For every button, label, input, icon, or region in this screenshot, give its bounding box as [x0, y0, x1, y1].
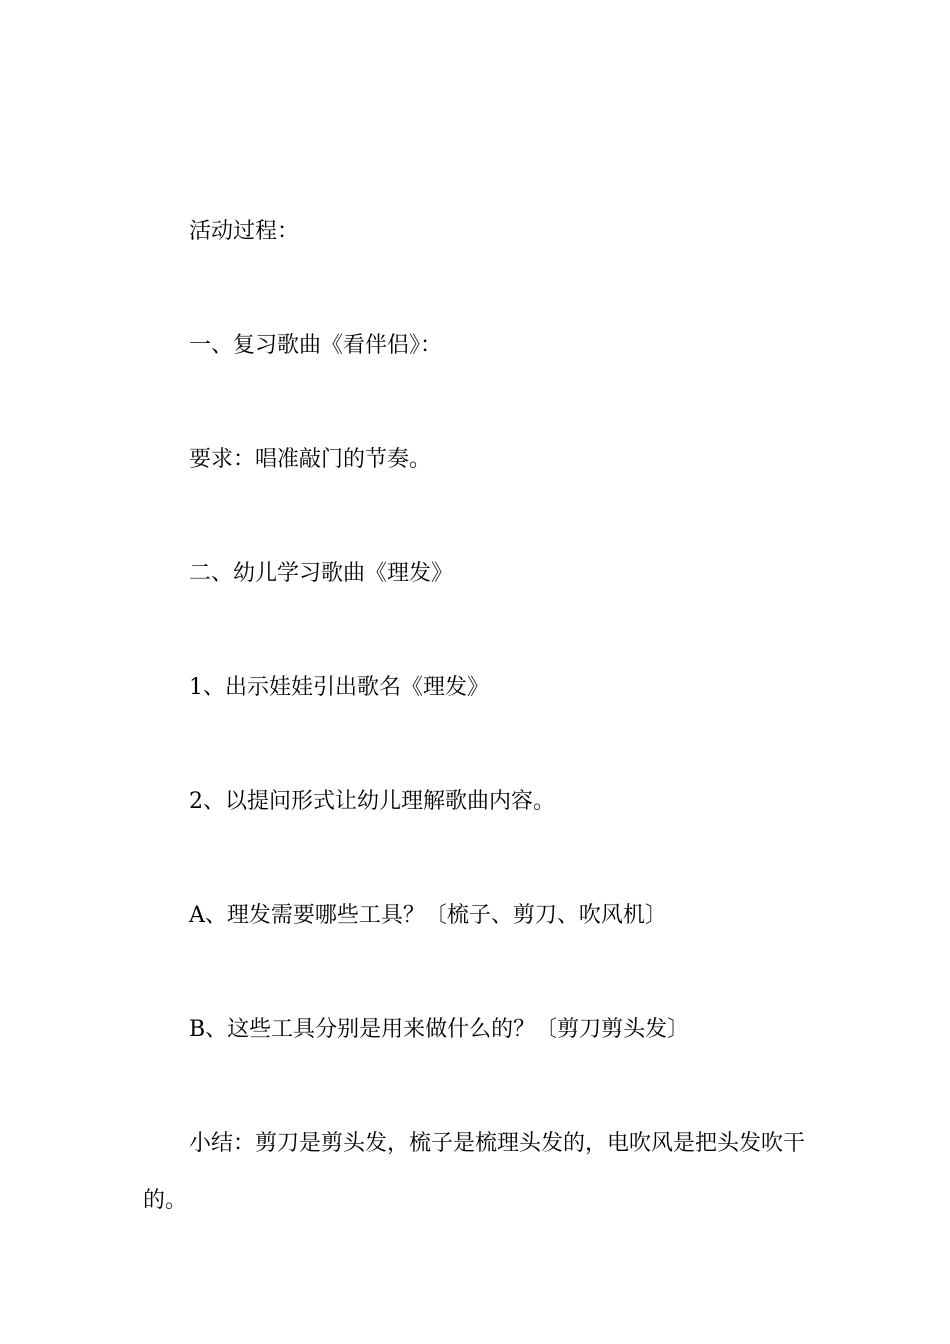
substep-two: 2、以提问形式让幼儿理解歌曲内容。 — [189, 789, 555, 814]
requirement-text: 要求：唱准敲门的节奏。 — [189, 447, 432, 472]
summary-paragraph: 小结：剪刀是剪头发，梳子是梳理头发的，电吹风是把头发吹干的。 — [143, 1131, 806, 1213]
question-b: B、这些工具分别是用来做什么的？〔剪刀剪头发〕 — [189, 1017, 690, 1042]
section-heading-activity-process: 活动过程： — [189, 219, 300, 244]
substep-one: 1、出示娃娃引出歌名《理发》 — [189, 675, 489, 700]
question-a: A、理发需要哪些工具？〔梳子、剪刀、吹风机〕 — [189, 903, 667, 928]
step-two-learn-song: 二、幼儿学习歌曲《理发》 — [189, 561, 454, 586]
step-one-review-song: 一、复习歌曲《看伴侣》： — [189, 333, 443, 358]
